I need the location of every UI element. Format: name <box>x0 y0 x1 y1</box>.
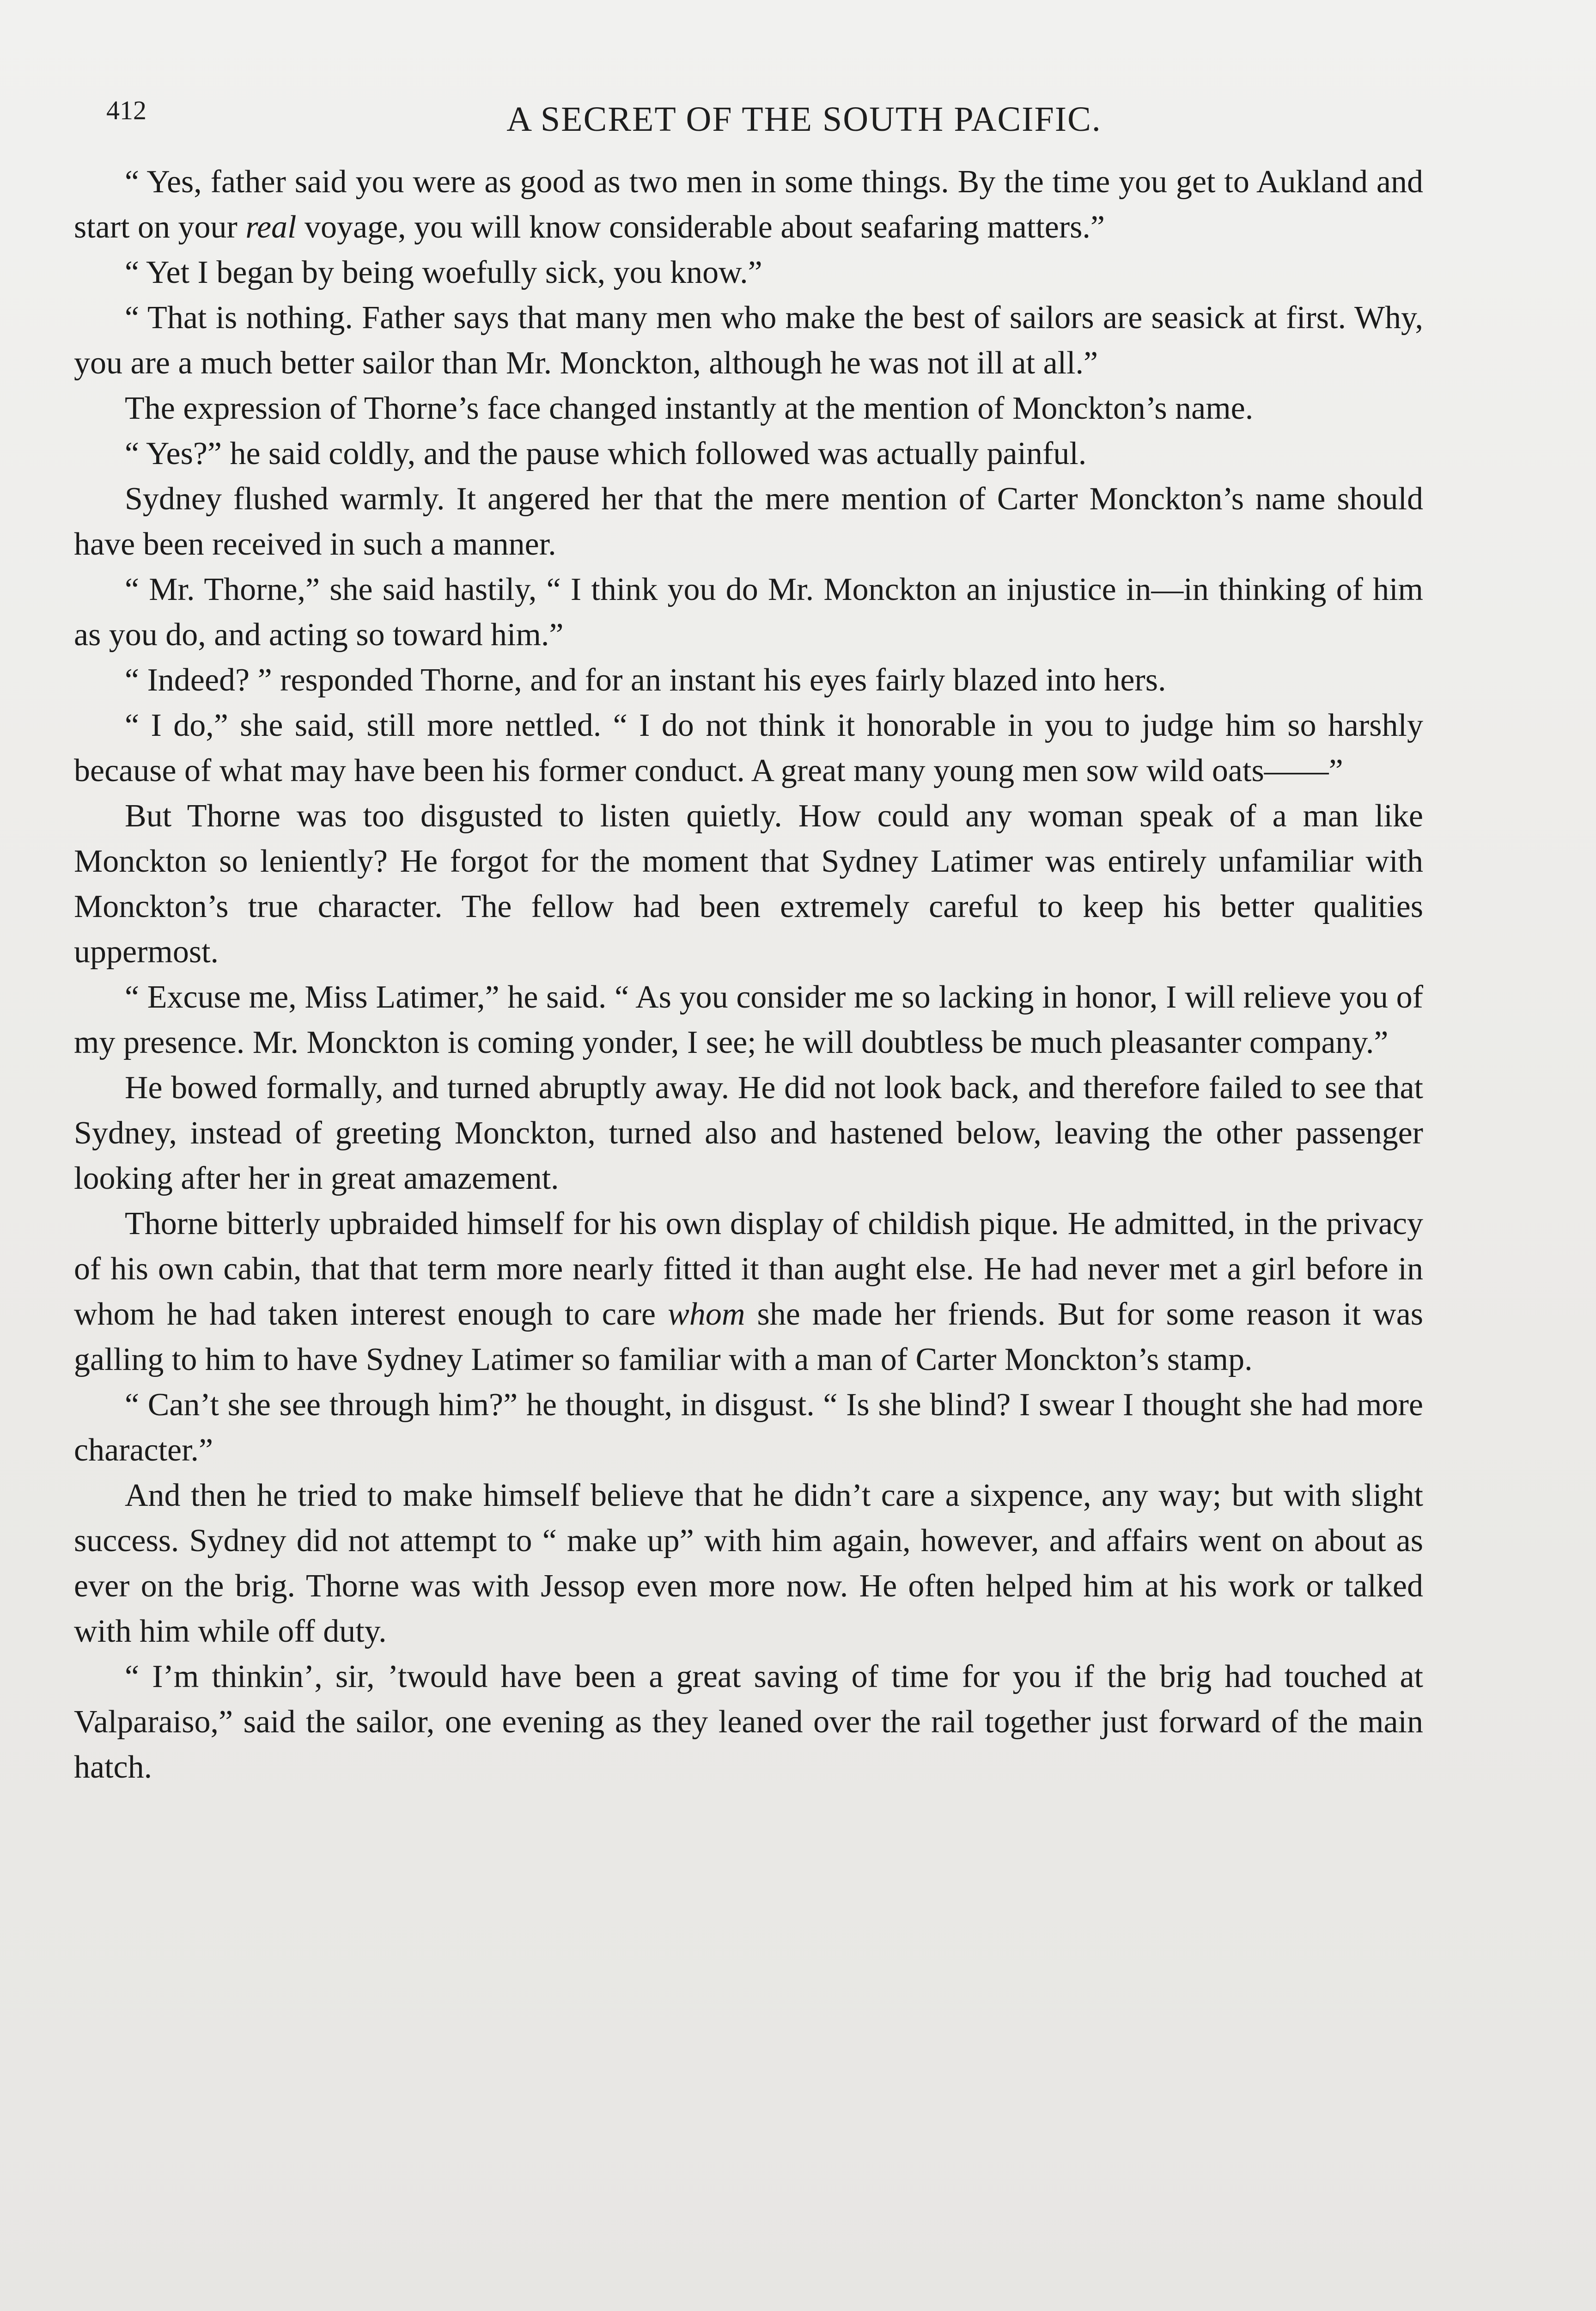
paragraph: And then he tried to make himself believe that he didn’t care a sixpence, any way; but with slight success. Sydney did not attempt to “ make up” with him again, however, and affairs went on about as ever on the brig. Thorne was with Jessop even more now. He often helped him at his work or talked with him while off duty. <box>74 1478 1423 1649</box>
paragraph: The expression of Thorne’s face changed instantly at the mention of Monckton’s name. <box>125 391 1254 426</box>
paragraph: Thorne bitterly upbraided himself for his own display of childish pique. He admitted, in the privacy of his own cabin, that that term more nearly fitted it than aught else. He had never met a girl before in whom he had taken interest enough to care whom she made her friends. But for some reason it was galling to him to have Sydney Latimer so familiar with a man of Carter Monckton’s stamp. <box>74 1206 1424 1377</box>
paragraph: “ Indeed? ” responded Thorne, and for an instant his eyes fairly blazed into hers. <box>125 662 1166 698</box>
paragraph: But Thorne was too disgusted to listen quietly. How could any woman speak of a man like Monckton so leniently? He forgot for the moment that Sydney Latimer was entirely unfamiliar with Monckton’s true character. The fellow had been extremely careful to keep his better qualities uppermost. <box>74 798 1423 970</box>
paragraph: “ That is nothing. Father says that many men who make the best of sailors are seasick at first. Why, you are a much better sailor than Mr. Monckton, although he was not ill at all.” <box>74 300 1423 381</box>
paragraph: “ I’m thinkin’, sir, ’twould have been a great saving of time for you if the brig had touched at Valparaiso,” said the sailor, one evening as they leaned over the rail together just forward of the main hatch. <box>74 1659 1423 1785</box>
paragraph: Sydney flushed warmly. It angered her that the mere mention of Carter Monckton’s name should have been received in such a manner. <box>74 481 1423 562</box>
running-title: A SECRET OF THE SOUTH PACIFIC. <box>506 100 1102 139</box>
paragraph: “ Yes?” he said coldly, and the pause which followed was actually painful. <box>125 436 1087 471</box>
paragraph: “ Mr. Thorne,” she said hastily, “ I think you do Mr. Monckton an injustice in—in thinking of him as you do, and acting so toward him.” <box>74 572 1423 653</box>
paragraph: He bowed formally, and turned abruptly away. He did not look back, and therefore failed to see that Sydney, instead of greeting Monckton, turned also and hastened below, leaving the other passenger looking after her in great amazement. <box>74 1070 1423 1196</box>
story-text <box>74 159 1423 1790</box>
page-number: 412 <box>106 95 146 125</box>
page-header <box>106 90 1502 159</box>
italic-word: whom <box>668 1296 745 1332</box>
paragraph: “ Can’t she see through him?” he thought, in disgust. “ Is she blind? I swear I thought she had more character.” <box>74 1387 1423 1468</box>
paragraph: “ I do,” she said, still more nettled. “ I do not think it honorable in you to judge him so harshly because of what may have been his former conduct. A great many young men sow wild oats——” <box>74 708 1423 789</box>
paragraph: “ Yet I began by being woefully sick, you know.” <box>125 255 762 290</box>
italic-word: real <box>245 209 297 245</box>
paragraph: “ Excuse me, Miss Latimer,” he said. “ As you consider me so lacking in honor, I will relieve you of my presence. Mr. Monckton is coming yonder, I see; he will doubtless be much pleasanter company.” <box>74 979 1423 1060</box>
paragraph: “ Yes, father said you were as good as two men in some things. By the time you get to Aukland and start on your real voyage, you will know considerable about seafaring matters.” <box>74 164 1423 245</box>
